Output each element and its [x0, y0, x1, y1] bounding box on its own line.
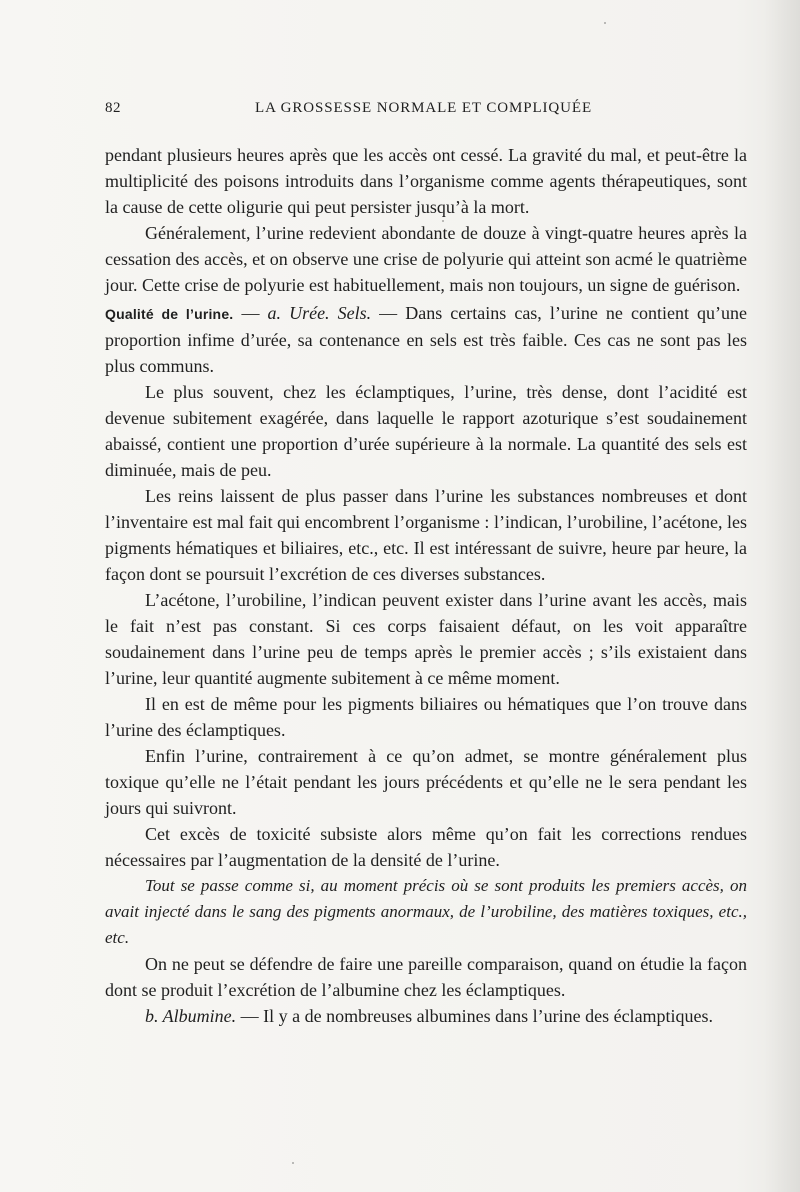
paragraph-12 — [105, 1003, 747, 1029]
page-header — [105, 100, 745, 124]
section-label-qualite: Qualité de l’urine. — [105, 306, 234, 322]
paragraph-7: Il en est de même pour les pigments biliaires ou hématiques que l’on trouve dans l’urine des éclamptiques. — [105, 694, 747, 740]
paragraph-3 — [105, 300, 747, 379]
paragraph-9: Cet excès de toxicité subsiste alors même qu’on fait les corrections rendues nécessaires par l’augmentation de la densité de l’urine. — [105, 824, 747, 870]
scan-speck — [604, 22, 606, 24]
paragraph-2: Généralement, l’urine redevient abondante de douze à vingt-quatre heures après la cessation des accès, et on observe une crise de polyurie qui atteint son acmé le quatrième jour. Cette crise de polyurie est habituellement, mais non toujours, un signe de guérison. — [105, 223, 747, 295]
paragraph-6: L’acétone, l’urobiline, l’indican peuvent exister dans l’urine avant les accès, mais le fait n’est pas constant. Si ces corps faisaient défaut, on les voit apparaître soudainement dans l’urine peu de temps après le premier accès ; s’ils existaient dans l’urine, leur quantité augmente subitement à ce même moment. — [105, 590, 747, 688]
paragraph-1: pendant plusieurs heures après que les accès ont cessé. La gravité du mal, et peut-être la multiplicité des poisons introduits dans l’organisme comme agents thérapeutiques, sont la cause de cette oligurie qui peut persister jusqu’à la mort. — [105, 145, 747, 217]
subsection-uree-sels: a. Urée. Sels. — [267, 303, 372, 323]
page-number: 82 — [105, 100, 121, 116]
subsection-albumine: b. Albumine. — [145, 1006, 237, 1026]
paragraph-4: Le plus souvent, chez les éclamptiques, l’urine, très dense, dont l’acidité est devenue subitement exagérée, dans laquelle le rapport azoturique s’est soudainement abaissé, contient une proportion d’urée supérieure à la normale. La quantité des sels est diminuée, mais de peu. — [105, 382, 747, 480]
scan-speck — [442, 220, 444, 222]
paragraph-8: Enfin l’urine, contrairement à ce qu’on admet, se montre généralement plus toxique qu’elle ne l’était pendant les jours précédents et qu’elle ne le sera pendant les jours qui suivront. — [105, 746, 747, 818]
running-title: LA GROSSESSE NORMALE ET COMPLIQUÉE — [255, 100, 593, 116]
paragraph-12-text: — Il y a de nombreuses albumines dans l’urine des éclamptiques. — [236, 1006, 714, 1026]
scan-speck — [292, 1162, 294, 1164]
paragraph-10-italic: Tout se passe comme si, au moment précis où se sont produits les premiers accès, on avait injecté dans le sang des pigments anormaux, de l’urobiline, des matières toxiques, etc., etc. — [105, 876, 747, 947]
separator-dash: — — [233, 303, 268, 323]
paragraph-11: On ne peut se défendre de faire une pareille comparaison, quand on étudie la façon dont se produit l’excrétion de l’albumine chez les éclamptiques. — [105, 954, 747, 1000]
paragraph-5: Les reins laissent de plus passer dans l’urine les substances nombreuses et dont l’inventaire est mal fait qui encombrent l’organisme : l’indican, l’urobiline, l’acétone, les pigments hématiques et biliaires, etc., etc. Il est intéressant de suivre, heure par heure, la façon dont se poursuit l’excrétion de ces diverses substances. — [105, 486, 747, 584]
page-edge-shadow — [764, 0, 800, 1192]
paragraph-3-text: — Dans certains cas, l’urine ne contient qu’une proportion infime d’urée, sa contenance en sels est très faible. Ces cas ne sont pas les plus communs. — [105, 303, 747, 376]
body-text — [105, 142, 747, 1029]
